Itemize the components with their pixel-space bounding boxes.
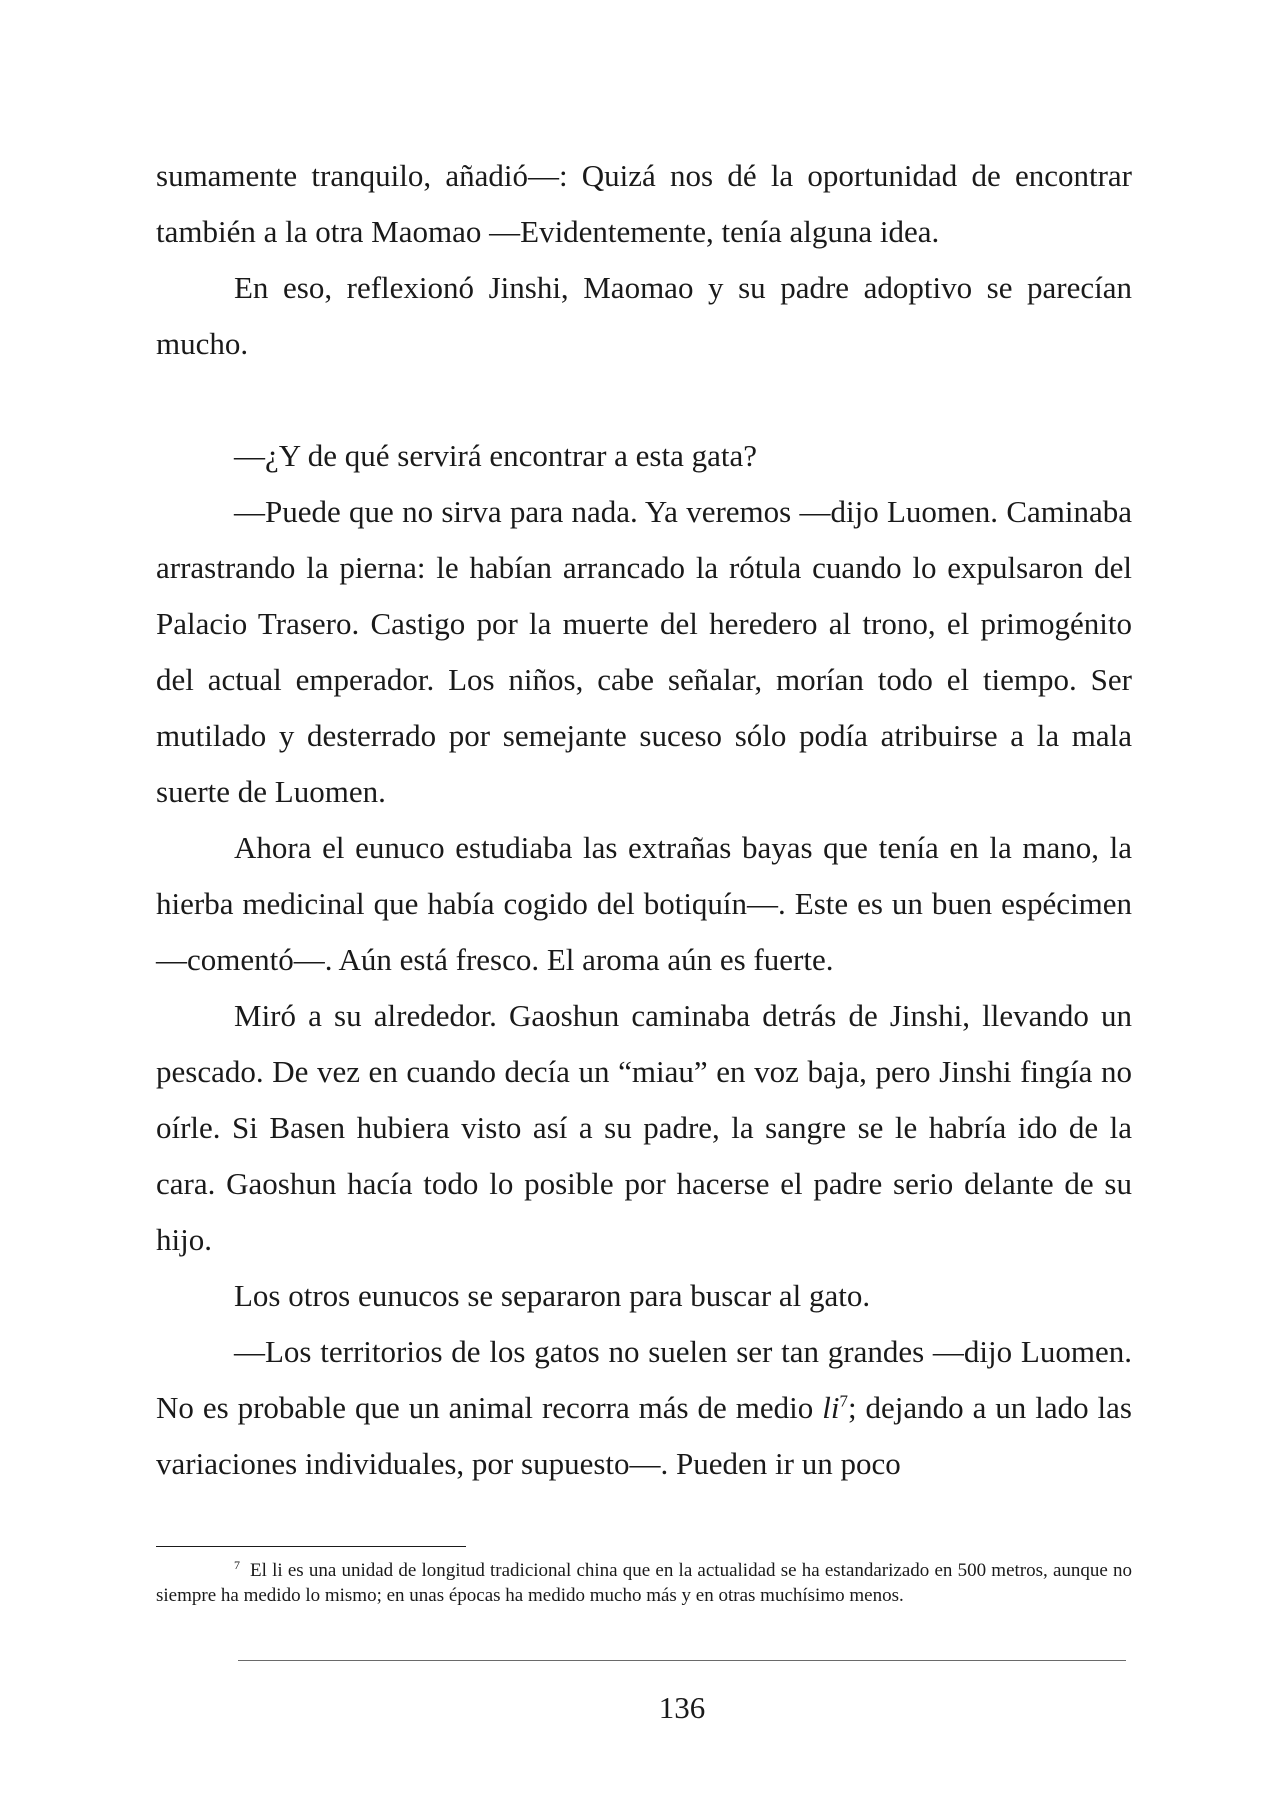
footnote-marker: 7 (234, 1557, 240, 1572)
paragraph: Miró a su alrededor. Gaoshun caminaba detrás de Jinshi, llevando un pescado. De vez en cuando decía un “miau” en voz baja, pero Jinshi fingía no oírle. Si Basen hubiera visto así a su padre, la sangre se le habría ido de la cara. Gaoshun hacía todo lo posible por hacerse el padre serio delante de su hijo. (156, 998, 1132, 1257)
footnote-text: El li es una unidad de longitud tradicional china que en la actualidad se ha estandarizado en 500 metros, aunque no siempre ha medido lo mismo; en unas épocas ha medido mucho más y en otras muchísimo menos. (156, 1560, 1132, 1606)
page-footer-rule (238, 1660, 1126, 1661)
body-text (156, 148, 1132, 1492)
paragraph: Ahora el eunuco estudiaba las extrañas bayas que tenía en la mano, la hierba medicinal que había cogido del botiquín—. Este es un buen espécimen —comentó—. Aún está fresco. El aroma aún es fuerte. (156, 830, 1132, 977)
paragraph: Los otros eunucos se separaron para buscar al gato. (234, 1278, 871, 1313)
paragraph: —¿Y de qué servirá encontrar a esta gata? (234, 438, 757, 473)
footnote (156, 1558, 1132, 1608)
paragraph: —Puede que no sirva para nada. Ya veremos —dijo Luomen. Caminaba arrastrando la pierna: le habían arrancado la rótula cuando lo expulsaron del Palacio Trasero. Castigo por la muerte del heredero al trono, el primogénito del actual emperador. Los niños, cabe señalar, morían todo el tiempo. Ser mutilado y desterrado por semejante suceso sólo podía atribuirse a la mala suerte de Luomen. (156, 494, 1132, 809)
footnote-reference: 7 (839, 1391, 848, 1411)
paragraph: En eso, reflexionó Jinshi, Maomao y su padre adoptivo se parecían mucho. (156, 270, 1132, 361)
book-page (156, 0, 1132, 1808)
page-number: 136 (658, 1690, 706, 1725)
italic-term: li (822, 1390, 840, 1425)
paragraph: —Los territorios de los gatos no suelen ser tan grandes —dijo Luomen. No es probable que un animal recorra más de medio $li^7$; dejando a un lado las variaciones individuales, por supuesto—. Pueden ir un poco (156, 1334, 1132, 1481)
footnote-separator (156, 1546, 466, 1547)
paragraph: sumamente tranquilo, añadió—: Quizá nos dé la oportunidad de encontrar también a la otra Maomao —Evidentemente, tenía alguna idea. (156, 158, 1132, 249)
